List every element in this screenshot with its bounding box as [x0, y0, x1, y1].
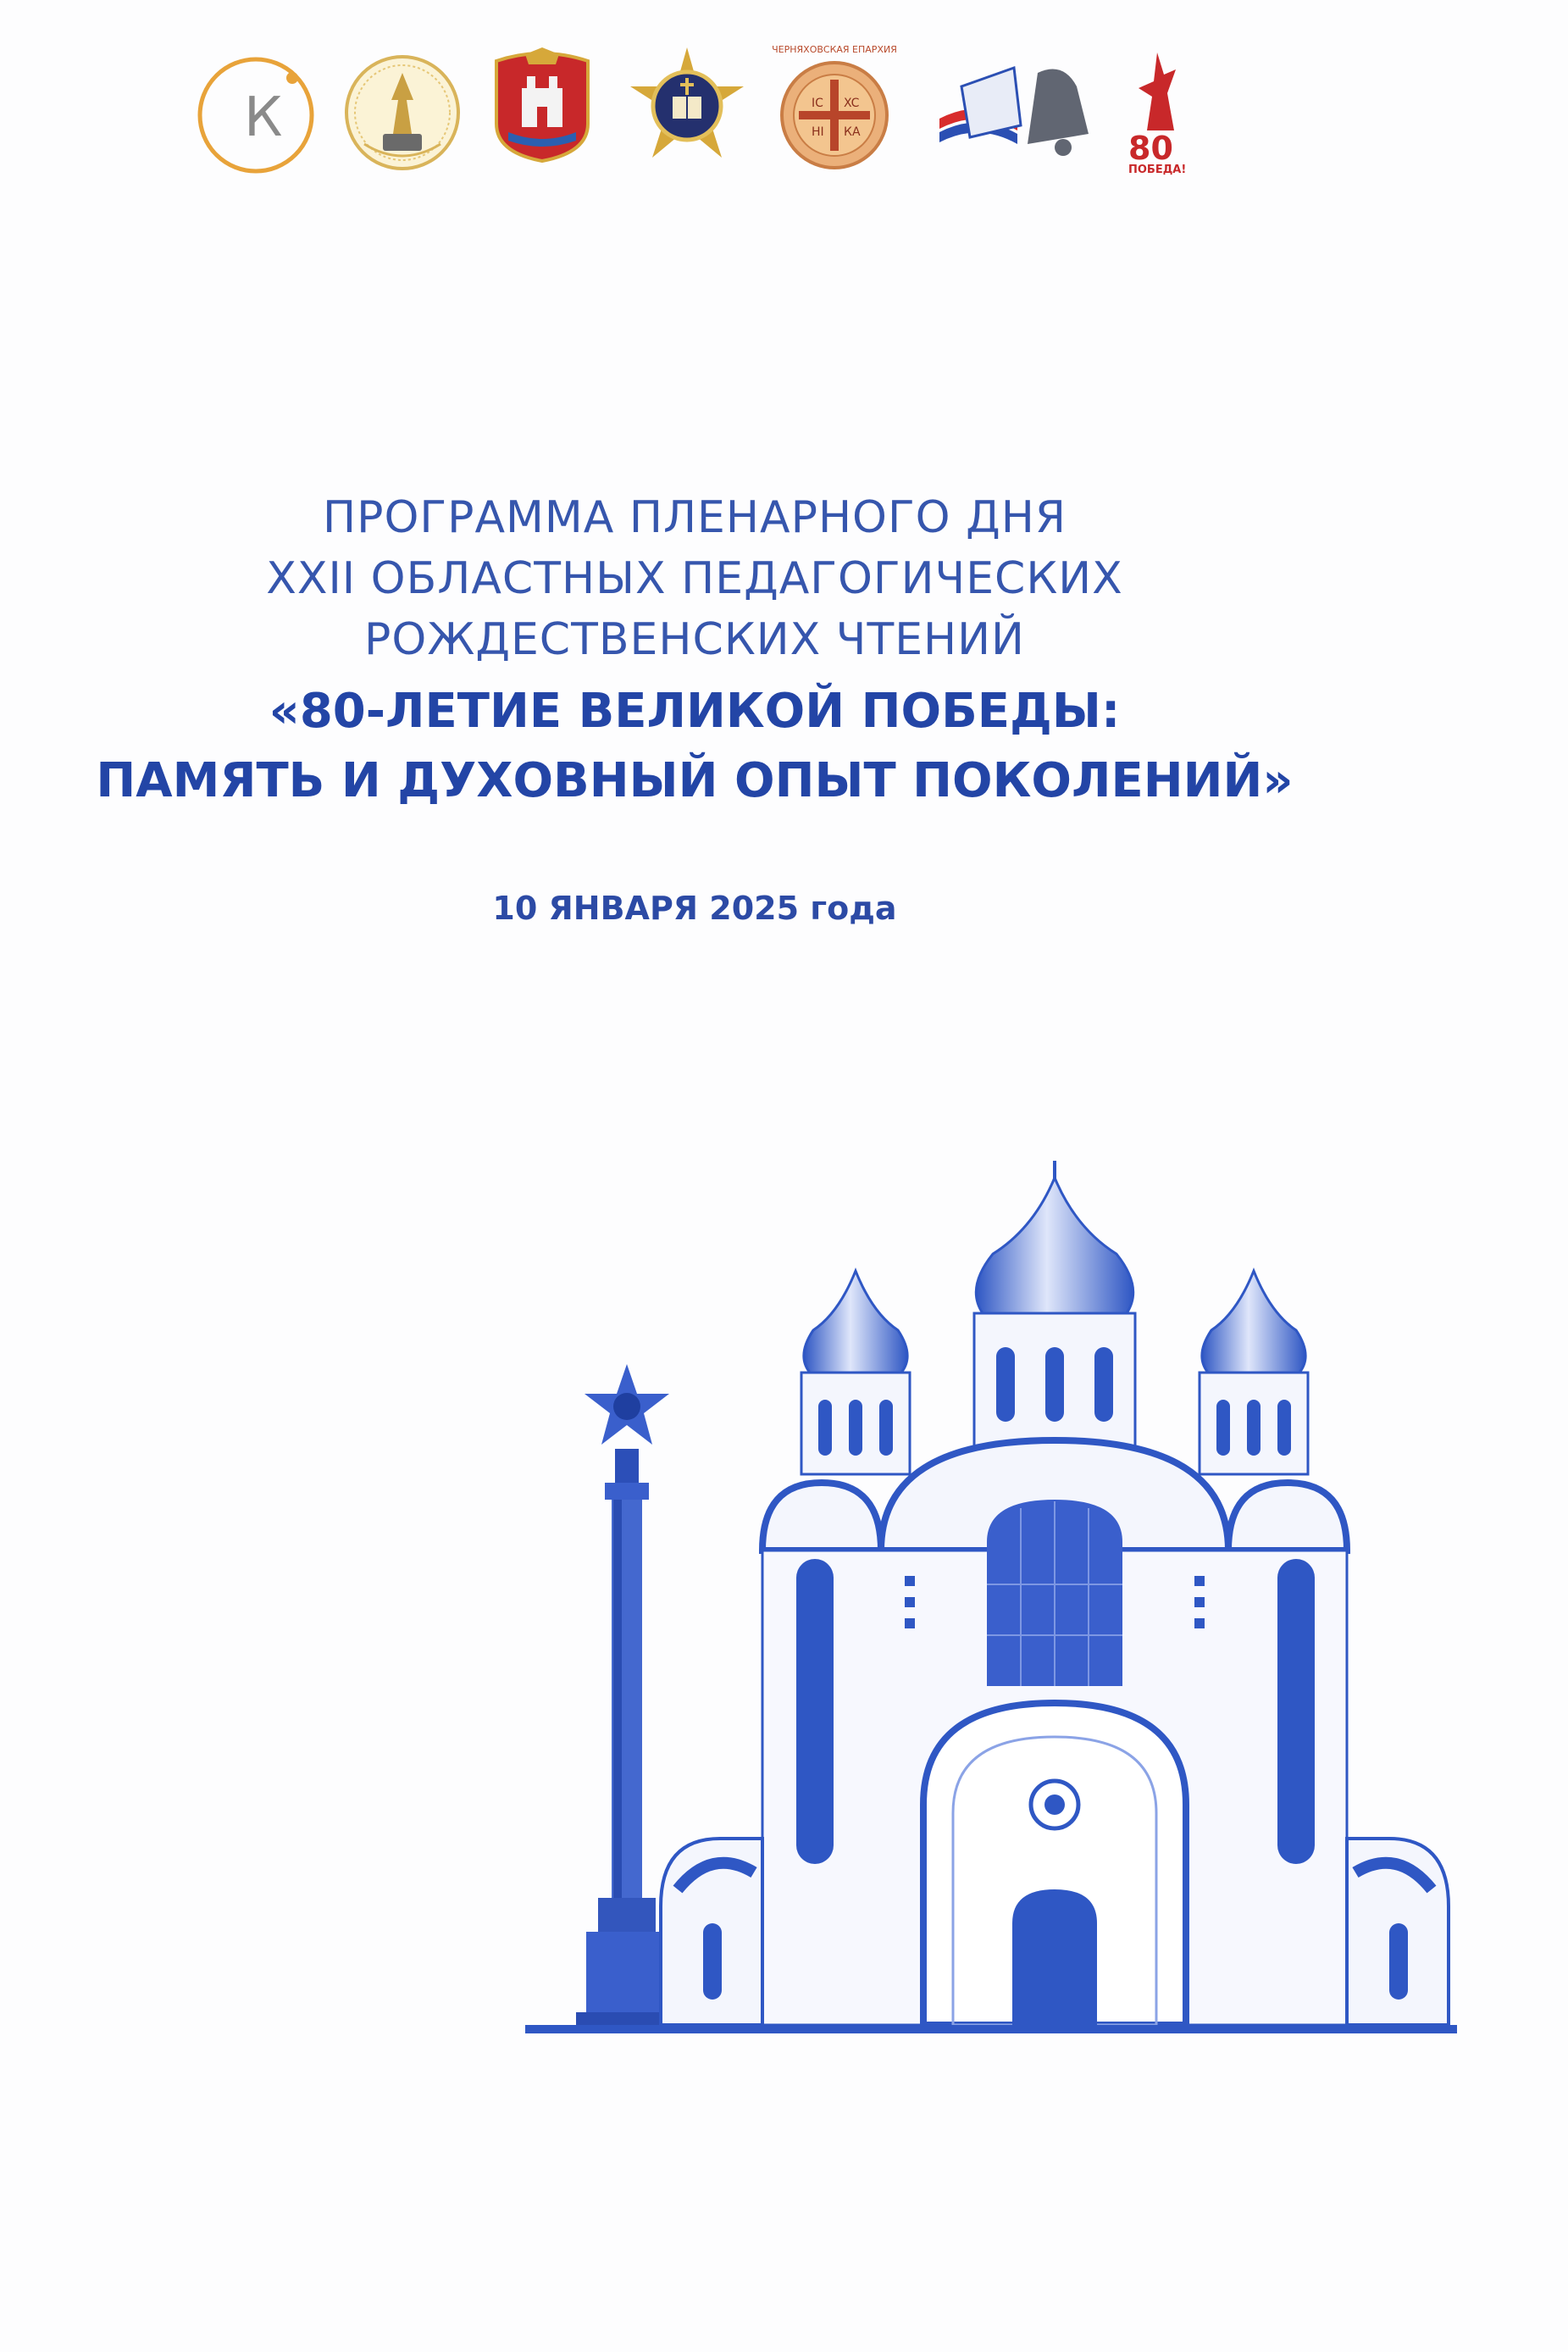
theme-line-1: «80-ЛЕТИЕ ВЕЛИКОЙ ПОБЕДЫ:: [269, 684, 1121, 739]
theme-line-2: ПАМЯТЬ И ДУХОВНЫЙ ОПЫТ ПОКОЛЕНИЙ»: [96, 753, 1294, 808]
icxc-tr: XC: [844, 97, 860, 110]
eparchy-seal-arc-text: ЧЕРНЯХОВСКАЯ ЕПАРХИЯ: [772, 44, 897, 55]
title-line-2: XXII ОБЛАСТНЫХ ПЕДАГОГИЧЕСКИХ: [266, 553, 1123, 604]
institute-ring-logo: [193, 53, 319, 178]
orthodox-education-star-logo: [625, 44, 749, 168]
icxc-br: КА: [844, 125, 861, 139]
title-line-1: ПРОГРАММА ПЛЕНАРНОГО ДНЯ: [322, 492, 1067, 543]
logo-row: [0, 0, 1568, 220]
region-coat-of-arms-logo: [491, 46, 593, 164]
cathedral: [525, 1161, 1457, 2033]
victory-80-logo: [1125, 49, 1193, 176]
victory-number: 80: [1128, 130, 1173, 167]
ring-logo-letter: К: [244, 86, 283, 149]
book-and-bell-logo: [936, 53, 1097, 164]
victory-word: ПОБЕДА!: [1128, 164, 1187, 176]
title-line-3: РОЖДЕСТВЕНСКИХ ЧТЕНИЙ: [364, 614, 1025, 665]
cathedral-illustration: [525, 1161, 1457, 2042]
eparchy-seal-logo: [771, 41, 898, 176]
pedagogical-emblem-logo: [339, 49, 466, 176]
event-date: 10 ЯНВАРЯ 2025 года: [492, 890, 897, 927]
program-title: [51, 487, 1338, 816]
icxc-bl: НІ: [812, 125, 824, 139]
icxc-tl: IC: [812, 97, 823, 110]
